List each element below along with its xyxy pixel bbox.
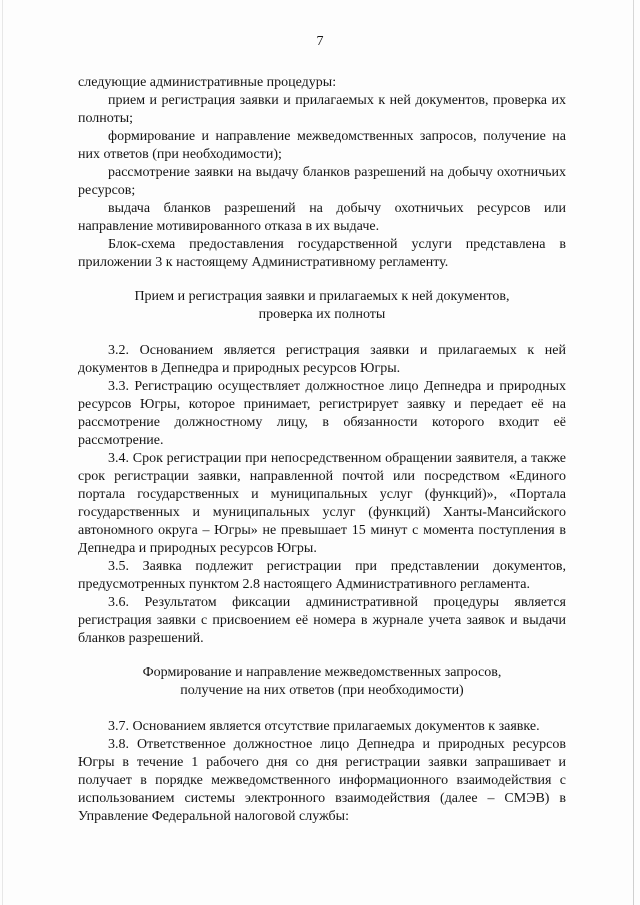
paragraph-3-6: 3.6. Результатом фиксации административной процедуры является регистрация заявки с присвоением её номера в журнале учета заявок и выдачи бланков разрешений. (78, 595, 566, 646)
page-number: 7 (316, 34, 324, 49)
document-body (78, 74, 566, 826)
section-heading-1-line-1: Прием и регистрация заявки и прилагаемых к ней документов, (134, 289, 510, 304)
scan-edge-left (2, 0, 3, 905)
paragraph-3-3: 3.3. Регистрацию осуществляет должностное лицо Депнедра и природных ресурсов Югры, которое принимает, регистрирует заявку и передает её на рассмотрение должностному лицу, в обязанности которого входит её рассмотрение. (78, 379, 566, 448)
paragraph-3-7: 3.7. Основанием является отсутствие прилагаемых документов к заявке. (108, 719, 540, 734)
paragraph-3-8: 3.8. Ответственное должностное лицо Депнедра и природных ресурсов Югры в течение 1 рабочего дня со дня регистрации заявки запрашивает и получает в порядке межведомственного информационного взаимодействия с использованием системы электронного взаимодействия (далее – СМЭВ) в Управление Федеральной налоговой службы: (78, 737, 566, 824)
paragraph-procedure-4: выдача бланков разрешений на добычу охотничьих ресурсов или направление мотивированного отказа в их выдаче. (78, 201, 566, 234)
paragraph-procedure-1: прием и регистрация заявки и прилагаемых к ней документов, проверка их полноты; (78, 93, 566, 126)
paragraph-procedure-3: рассмотрение заявки на выдачу бланков разрешений на добычу охотничьих ресурсов; (78, 165, 566, 198)
paragraph-3-2: 3.2. Основанием является регистрация заявки и прилагаемых к ней документов в Депнедра и природных ресурсов Югры. (78, 343, 566, 376)
section-heading-2-line-2: получение на них ответов (при необходимости) (180, 683, 464, 698)
paragraph-3-4: 3.4. Срок регистрации при непосредственном обращении заявителя, а также срок регистрации заявки, направленной почтой или посредством «Единого портала государственных и муниципальных услуг (функций)», «Портала государственных и муниципальных услуг (функций) Ханты-Мансийского автономного округа – Югры» не превышает 15 минут с момента поступления в Депнедра и природных ресурсов Югры. (78, 451, 566, 556)
section-heading-1-line-2: проверка их полноты (258, 307, 386, 322)
paragraph-procedure-2: формирование и направление межведомственных запросов, получение на них ответов (при необходимости); (78, 129, 566, 162)
scan-edge-right (633, 0, 634, 905)
paragraph-intro: следующие административные процедуры: (78, 75, 337, 90)
section-heading-2-line-1: Формирование и направление межведомственных запросов, (142, 665, 502, 680)
paragraph-3-5: 3.5. Заявка подлежит регистрации при представлении документов, предусмотренных пунктом 2.8 настоящего Административного регламента. (78, 559, 566, 592)
paragraph-block-scheme: Блок-схема предоставления государственной услуги представлена в приложении 3 к настоящему Административному регламенту. (78, 237, 566, 270)
